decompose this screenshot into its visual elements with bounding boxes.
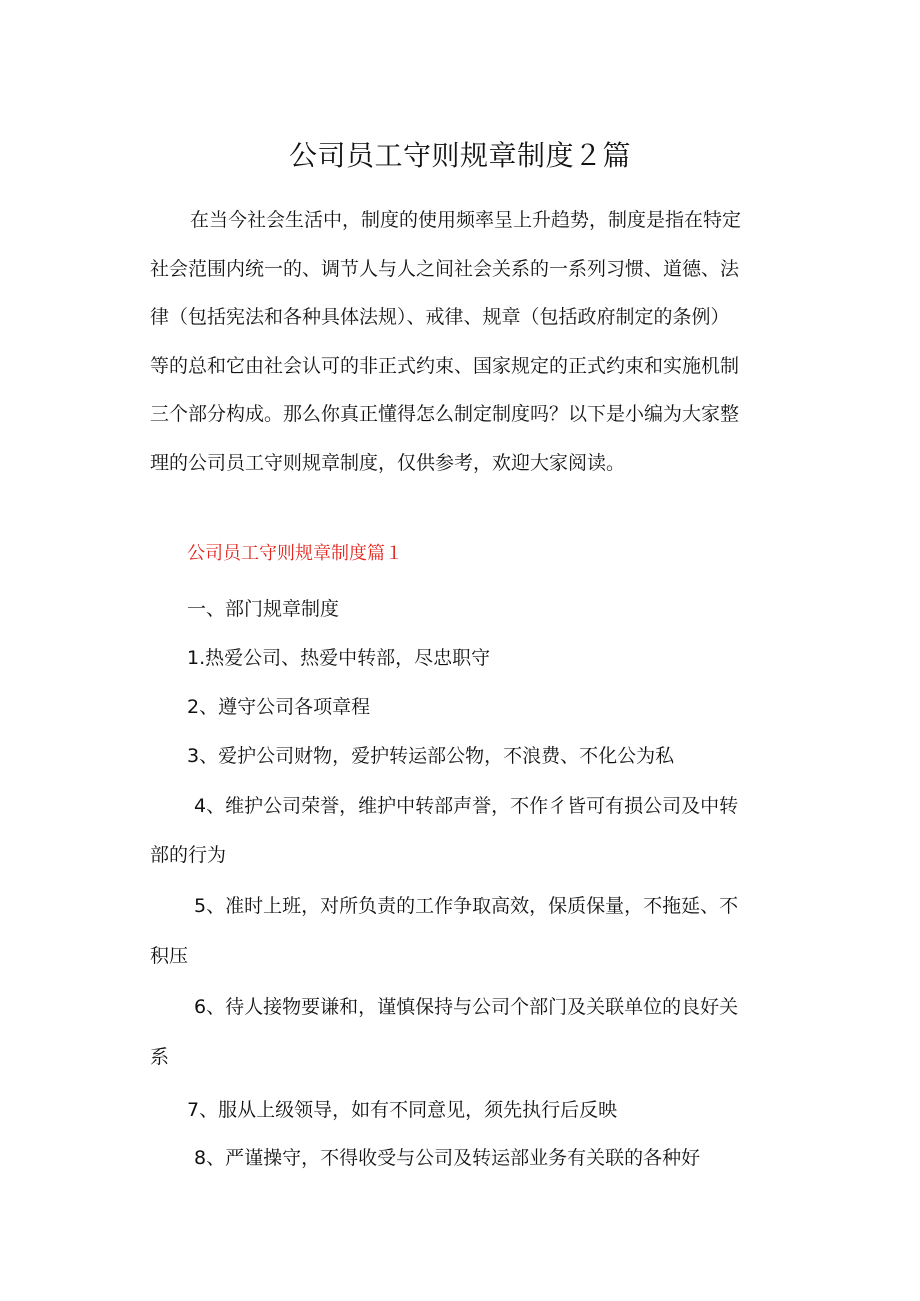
rule-item: 一、部门规章制度	[187, 598, 340, 620]
intro-line: 等的总和它由社会认可的非正式约束、国家规定的正式约束和实施机制	[150, 354, 740, 377]
rule-item-continuation: 系	[150, 1046, 170, 1068]
rule-item: 6、待人接物要谦和，谨慎保持与公司个部门及关联单位的良好关	[194, 996, 739, 1018]
intro-line: 律（包括宪法和各种具体法规）、戒律、规章（包括政府制定的条例）	[150, 306, 730, 328]
intro-line: 理的公司员工守则规章制度，仅供参考，欢迎大家阅读。	[150, 451, 626, 474]
document-title: 公司员工守则规章制度２篇	[288, 139, 631, 172]
intro-line: 在当今社会生活中，制度的使用频率呈上升趋势，制度是指在特定	[190, 209, 742, 231]
intro-line: 社会范围内统一的、调节人与人之间社会关系的一系列习惯、道德、法	[150, 257, 740, 280]
section-heading: 公司员工守则规章制度篇１	[187, 543, 403, 564]
rule-item: 5、准时上班，对所负责的工作争取高效，保质保量，不拖延、不	[194, 895, 739, 917]
rule-item: 2、遵守公司各项章程	[187, 696, 371, 718]
intro-paragraph	[150, 196, 790, 487]
rule-item: 4、维护公司荣誉，维护中转部声誉，不作彳皆可有损公司及中转	[194, 795, 739, 817]
rule-item-continuation: 积压	[150, 945, 189, 967]
rule-item-continuation: 部的行为	[150, 844, 227, 866]
rule-item: 3、爱护公司财物，爱护转运部公物，不浪费、不化公为私	[187, 745, 675, 767]
intro-line: 三个部分构成。那么你真正懂得怎么制定制度吗？以下是小编为大家整	[150, 403, 740, 425]
rule-item: 8、严谨操守，不得收受与公司及转运部业务有关联的各种好	[194, 1147, 701, 1169]
rule-item: 7、服从上级领导，如有不同意见，须先执行后反映	[187, 1099, 618, 1121]
rule-item: 1.热爱公司、热爱中转部，尽忠职守	[187, 647, 491, 669]
